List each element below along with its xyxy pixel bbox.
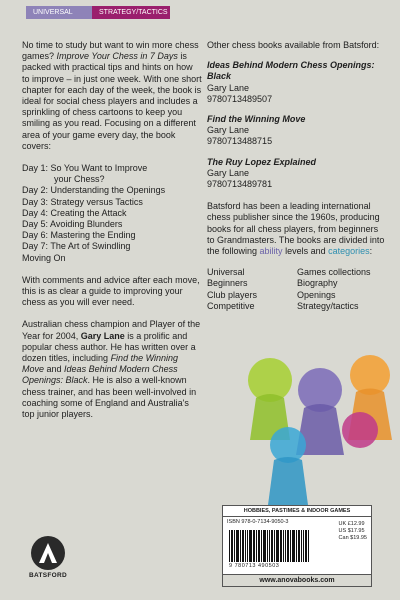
category: Games collections xyxy=(297,267,371,278)
category: Biography xyxy=(297,278,338,289)
category-bar xyxy=(26,6,170,19)
other-books-heading: Other chess books available from Batsford: xyxy=(207,40,380,50)
book-title-inline: Improve Your Chess in 7 Days xyxy=(56,51,178,62)
day-item: Day 7: The Art of Swindling xyxy=(22,241,131,252)
book-title: Find the Winning Move xyxy=(207,114,306,125)
book-isbn: 9780713488715 xyxy=(207,136,273,147)
logo-text: BATSFORD xyxy=(28,572,68,579)
book-author: Gary Lane xyxy=(207,82,250,93)
author-bio: Australian chess champion and Player of the Year for 2004, Gary Lane is a prolific and popular chess author. He has written over a dozen titles, including Find the Winning Move and Ideas Behind Modern Chess Openings: Black. He is also a well-known chess trainer, and has been well-involved in coaching some of England and Australia's top junior players. xyxy=(22,319,201,420)
book-entry xyxy=(207,157,387,191)
publisher-paragraph: Batsford has been a leading international chess publisher since the 1960s, producing books for all chess players, from beginners to Grandmasters. The books are divided into the following ability levels and categories: xyxy=(207,201,385,257)
logo-emblem xyxy=(31,536,65,570)
days-list xyxy=(22,163,202,264)
day-item: Day 3: Strategy versus Tactics xyxy=(22,196,143,207)
book-title: The Ruy Lopez Explained xyxy=(207,156,317,167)
day-item: Moving On xyxy=(22,252,66,263)
intro-paragraph: No time to study but want to win more chess games? Improve Your Chess in 7 Days is packed with practical tips and hints on how to improve – in just one week. With one short chapter for each day of the week, the book is ideal for social chess players and includes a sprinkling of chess cartoons to keep you smiling as you read. Focusing on a different area of your game every day, the book covers: xyxy=(22,40,202,151)
tag-strategy-tactics: STRATEGY/TACTICS xyxy=(92,6,170,19)
barcode-panel xyxy=(222,505,372,587)
chess-pawn-magenta xyxy=(342,412,378,448)
barcode-bars xyxy=(229,530,329,562)
book-title: Ideas Behind Modern Chess Openings: Black xyxy=(207,60,375,82)
day-item-continuation: your Chess? xyxy=(54,174,105,185)
right-column xyxy=(207,40,387,312)
book-author: Gary Lane xyxy=(207,125,250,136)
categories-word: categories xyxy=(328,246,370,257)
ability-level: Club players xyxy=(207,289,258,300)
barcode-number: 9 780713 490503 xyxy=(229,563,280,569)
day-item: Day 6: Mastering the Ending xyxy=(22,230,136,241)
book-isbn: 9780713489507 xyxy=(207,93,273,104)
day-item: Day 1: So You Want to Improve xyxy=(22,163,148,174)
publisher-url: www.anovabooks.com xyxy=(223,574,371,586)
batsford-logo xyxy=(28,536,68,579)
book-entry xyxy=(207,60,387,105)
ability-levels-list xyxy=(207,267,297,312)
comments-paragraph: With comments and advice after each move, this is as clear a guide to improving your chess as you will ever need. xyxy=(22,274,200,308)
ability-level: Competitive xyxy=(207,300,255,311)
book-author: Gary Lane xyxy=(207,167,250,178)
tag-universal: UNIVERSAL xyxy=(26,6,92,19)
price-uk: UK £12.99 xyxy=(338,521,365,527)
categories-list xyxy=(297,267,387,312)
book-isbn: 9780713489781 xyxy=(207,179,273,190)
isbn-label: ISBN 978-0-7134-9050-3 xyxy=(227,519,289,525)
chess-pawn-blue-body xyxy=(268,457,308,505)
ability-word: ability xyxy=(259,246,283,257)
barcode-heading: HOBBIES, PASTIMES & INDOOR GAMES xyxy=(223,506,371,517)
day-item: Day 2: Understanding the Openings xyxy=(22,185,166,196)
day-item: Day 4: Creating the Attack xyxy=(22,207,127,218)
left-column xyxy=(22,40,202,420)
ability-level: Beginners xyxy=(207,278,248,289)
author-name: Gary Lane xyxy=(80,330,125,341)
category: Openings xyxy=(297,289,336,300)
category: Strategy/tactics xyxy=(297,300,359,311)
book-entry xyxy=(207,114,387,148)
levels-table xyxy=(207,267,387,312)
day-item: Day 5: Avoiding Blunders xyxy=(22,219,123,230)
price-list xyxy=(339,521,367,542)
logo-a-icon xyxy=(31,536,65,570)
ability-level: Universal xyxy=(207,267,245,278)
price-us: US $17.95 xyxy=(338,528,365,534)
chess-pieces-illustration xyxy=(220,320,400,520)
price-can: Can $19.95 xyxy=(338,535,367,541)
